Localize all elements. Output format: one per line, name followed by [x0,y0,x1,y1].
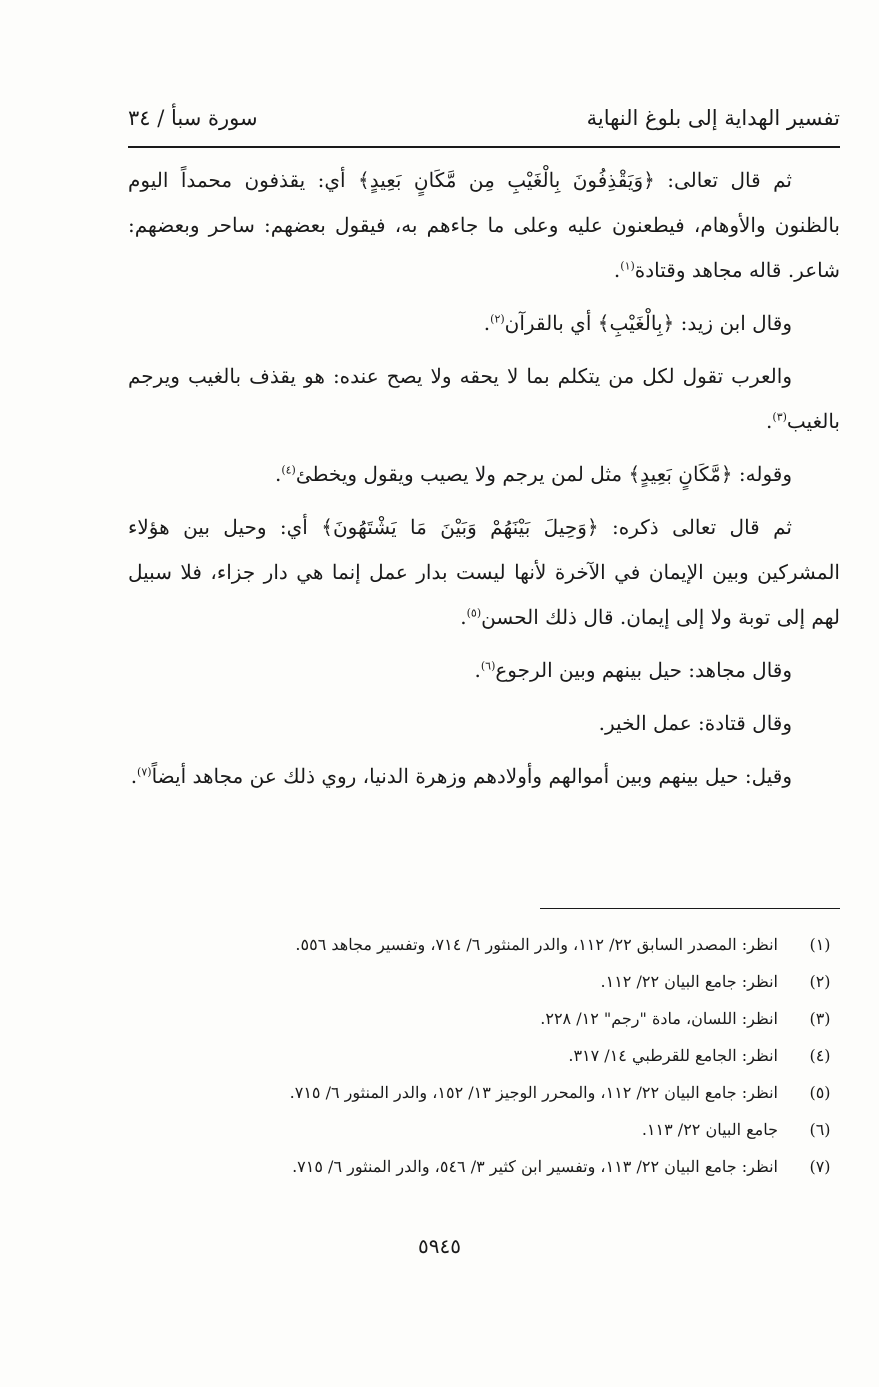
footnote-number: (٦) [809,1120,831,1139]
paragraph [128,301,840,346]
paragraph-text: وقال مجاهد: حيل بينهم وبين الرجوع [495,658,792,682]
paragraph [128,701,840,746]
paragraph-text: وقوله: ﴿مَّكَانٍ بَعِيدٍ﴾ مثل لمن يرجم ولا يصيب ويقول ويخطئ [295,462,792,486]
footnote-reference: (٥) [466,606,482,620]
footnote-text: انظر: المصدر السابق ٢٢/ ١١٢، والدر المنثور ٦/ ٧١٤، وتفسير مجاهد ٥٥٦. [295,935,778,954]
paragraph-text: ثم قال تعالى ذكره: ﴿وَحِيلَ بَيْنَهُمْ وَبَيْنَ مَا يَشْتَهُونَ﴾ أي: وحيل بين هؤلاء المشركين وبين الإيمان في الآخرة لأنها ليست بدار عمل إنما هي دار جزاء، فلا سبيل لهم إلى توبة ولا إلى إيمان. قال ذلك الحسن [128,515,840,629]
footnote-reference: (٧) [137,765,152,779]
footnote-number: (٤) [809,1046,831,1065]
footnote-reference: (١) [620,259,635,273]
footnote [128,1000,840,1037]
footnote [128,963,840,1000]
paragraph-text: وقيل: حيل بينهم وبين أموالهم وأولادهم وزهرة الدنيا، روي ذلك عن مجاهد أيضاً [151,764,792,788]
footnote-reference: (٤) [281,463,296,477]
footnote [128,1111,840,1148]
paragraph-text: ثم قال تعالى: ﴿وَيَقْذِفُونَ بِالْغَيْبِ مِن مَّكَانٍ بَعِيدٍ﴾ أي: يقذفون محمداً اليوم بالظنون والأوهام، فيطعنون عليه وعلى ما جاءهم به، فيقول بعضهم: ساحر وبعضهم: شاعر. قاله مجاهد وقتادة [128,168,840,282]
footnote-number: (٧) [809,1157,831,1176]
surah-reference: سورة سبأ / ٣٤ [128,106,258,130]
paragraph [128,158,840,293]
footnotes-section [128,926,840,1185]
paragraph-tail: . [274,462,282,486]
footnote-number: (٣) [809,1009,831,1028]
footnote-reference: (٦) [480,659,496,673]
footnote-reference: (٢) [490,312,505,326]
paragraph-text: وقال ابن زيد: ﴿بِالْغَيْبِ﴾ أي بالقرآن [504,311,792,335]
footnote-text: انظر: اللسان، مادة "رجم" ١٢/ ٢٢٨. [540,1009,778,1028]
footnote [128,926,840,963]
paragraph-tail: . [460,605,467,629]
paragraph-tail: . [483,311,491,335]
footnote-number: (١) [809,935,831,954]
paragraph [128,452,840,497]
paragraph-text: والعرب تقول لكل من يتكلم بما لا يحقه ولا يصح عنده: هو يقذف بالغيب ويرجم بالغيب [128,364,840,433]
paragraph-tail: . [613,258,621,282]
footnote-text: انظر: جامع البيان ٢٢/ ١١٢، والمحرر الوجيز ١٣/ ١٥٢، والدر المنثور ٦/ ٧١٥. [289,1083,778,1102]
book-title: تفسير الهداية إلى بلوغ النهاية [586,106,840,130]
footnote [128,1037,840,1074]
paragraph [128,505,840,640]
page-number: ٥٩٤٥ [418,1234,461,1258]
footnote [128,1148,840,1185]
running-header [128,100,840,142]
header-divider [128,146,840,148]
footnote-text: انظر: جامع البيان ٢٢/ ١١٢. [600,972,778,991]
paragraph-tail: . [130,764,138,788]
footnote-number: (٢) [809,972,831,991]
footnote-text: انظر: الجامع للقرطبي ١٤/ ٣١٧. [568,1046,778,1065]
footnote-divider [540,908,840,909]
footnote-number: (٥) [809,1083,831,1102]
footnote-text: جامع البيان ٢٢/ ١١٣. [641,1120,778,1139]
paragraph [128,648,840,693]
footnote-reference: (٣) [772,410,787,424]
paragraph [128,754,840,799]
paragraph-tail: . [474,658,481,682]
paragraph [128,354,840,444]
footnote-text: انظر: جامع البيان ٢٢/ ١١٣، وتفسير ابن كثير ٣/ ٥٤٦، والدر المنثور ٦/ ٧١٥. [292,1157,778,1176]
paragraph-tail: . [766,409,773,433]
footnote [128,1074,840,1111]
main-text [128,158,840,807]
paragraph-text: وقال قتادة: عمل الخير. [598,711,792,735]
